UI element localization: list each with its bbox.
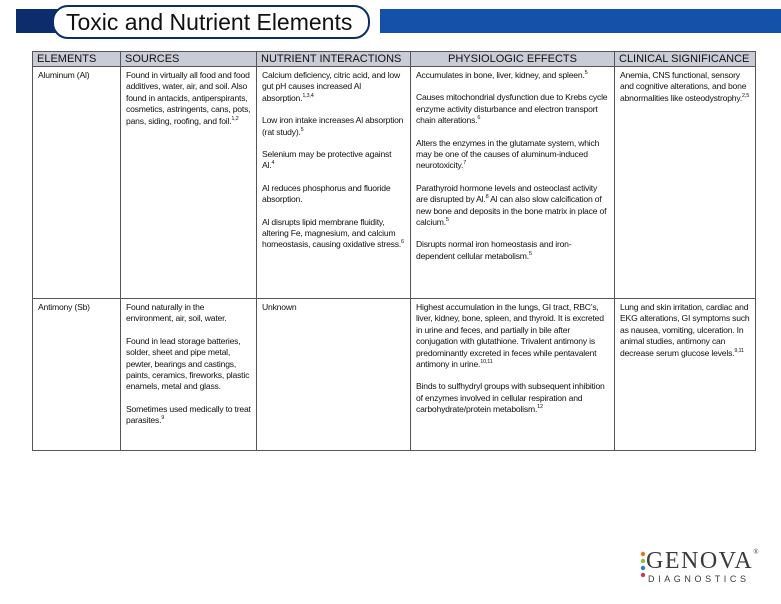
cell-paragraph — [262, 70, 405, 104]
cell-paragraph — [262, 217, 405, 251]
cell-paragraph — [126, 70, 251, 127]
paragraph-text: Sometimes used medically to treat parasites. — [126, 403, 251, 426]
paragraph-text: Al reduces phosphorus and fluoride absorption. — [262, 182, 391, 205]
citation-superscript: 2,5 — [742, 92, 750, 99]
citation-superscript: 1,3,4 — [302, 92, 314, 99]
citation-superscript: 10,11 — [480, 359, 493, 366]
clinical-significance-cell — [615, 67, 756, 299]
citation-superscript: 6 — [401, 239, 404, 246]
element-name: Aluminum (Al) — [33, 67, 121, 299]
paragraph-text: Found naturally in the environment, air, soil, water. — [126, 302, 227, 324]
citation-superscript: 5 — [300, 126, 304, 133]
paragraph-text: Lung and skin irritation, cardiac and EKG alterations, GI symptoms such as nausea, vomiting, ulceration. In animal studies, antimony can decrease serum glucose levels. — [620, 302, 750, 358]
table-header-row — [33, 52, 756, 67]
header-elements: ELEMENTS — [33, 52, 121, 67]
cell-paragraph — [262, 302, 405, 313]
citation-superscript: 5 — [528, 250, 532, 257]
table-row-aluminum — [33, 67, 756, 299]
physiologic-effects-cell — [411, 67, 615, 299]
citation-superscript: 7 — [463, 160, 467, 167]
paragraph-text: Alters the enzymes in the glutamate system, which may be one of the causes of aluminum-induced neurotoxicity. — [416, 137, 600, 171]
clinical-significance-cell — [615, 299, 756, 451]
cell-paragraph — [416, 70, 609, 81]
citation-superscript: 5 — [445, 217, 449, 224]
cell-paragraph — [416, 302, 609, 370]
citation-superscript: 5 — [584, 70, 588, 76]
cell-paragraph — [126, 336, 251, 393]
paragraph-text: Al can also slow calcification of new bone and deposits in the bone matrix in place of calcium. — [416, 194, 607, 228]
table-row-antimony — [33, 299, 756, 451]
cell-paragraph — [262, 149, 405, 172]
cell-paragraph — [416, 92, 609, 126]
paragraph-text: Anemia, CNS functional, sensory and cognitive alterations, and bone abnormalities like osteodystrophy. — [620, 70, 747, 103]
paragraph-text: Found in lead storage batteries, solder, sheet and pipe metal, pewter, bearings and castings, paints, ceramics, fireworks, plastic enamels, metal and glass. — [126, 335, 250, 392]
page-title: Toxic and Nutrient Elements — [52, 5, 370, 39]
citation-superscript: 9 — [161, 415, 165, 422]
paragraph-text: Parathyroid hormone levels and osteoclast activity are disrupted by Al. — [416, 182, 598, 205]
citation-superscript: 6 — [477, 115, 481, 122]
cell-paragraph — [262, 183, 405, 206]
citation-superscript: 9,11 — [734, 347, 744, 354]
citation-superscript: 12 — [537, 404, 543, 411]
nutrient-interactions-cell — [257, 67, 411, 299]
paragraph-text: Causes mitochondrial dysfunction due to Krebs cycle enzyme activity disturbance and electron transport chain alterations. — [416, 92, 608, 126]
citation-superscript: 4 — [271, 160, 275, 167]
title-bar — [0, 9, 781, 33]
genova-logo — [640, 548, 774, 588]
cell-paragraph — [126, 404, 251, 427]
citation-superscript: 8 — [485, 194, 489, 201]
physiologic-effects-cell — [411, 299, 615, 451]
nutrient-interactions-cell — [257, 299, 411, 451]
elements-table — [32, 51, 756, 451]
paragraph-text: Disrupts normal iron homeostasis and iron-dependent cellular metabolism. — [416, 239, 572, 261]
paragraph-text: Calcium deficiency, citric acid, and low gut pH causes increased Al absorption. — [262, 70, 400, 103]
paragraph-text: Low iron intake increases Al absorption (rat study). — [262, 115, 404, 137]
sources-cell — [121, 299, 257, 451]
paragraph-text: Highest accumulation in the lungs, GI tract, RBC’s, liver, kidney, bone, spleen, and thyroid. It is excreted in urine and feces, and partially in bile after conjugation with glutathione. Trivalent antimony is predominantly excreted in feces while pentavalent antimony in urine. — [416, 302, 604, 370]
logo-wordmark: GENOVA® — [646, 548, 761, 574]
cell-paragraph — [262, 115, 405, 138]
title-bar-right-accent — [380, 9, 781, 33]
paragraph-text: Accumulates in bone, liver, kidney, and spleen. — [416, 70, 585, 80]
header-sources: SOURCES — [121, 52, 257, 67]
cell-paragraph — [620, 302, 750, 359]
cell-paragraph — [416, 381, 609, 415]
paragraph-text: Found in virtually all food and food additives, water, air, and soil. Also found in antacids, antiperspirants, cosmetics, astringents, cans, pots, pans, siding, roofing, and foil. — [126, 70, 251, 126]
cell-paragraph — [416, 183, 609, 229]
cell-paragraph — [126, 302, 251, 325]
citation-superscript: 1,2 — [231, 115, 239, 122]
cell-paragraph — [620, 70, 750, 104]
header-physiologic-effects: PHYSIOLOGIC EFFECTS — [411, 52, 615, 67]
paragraph-text: Al disrupts lipid membrane fluidity, altering Fe, magnesium, and calcium homeostasis, causing oxidative stress. — [262, 216, 402, 250]
logo-subtitle: DIAGNOSTICS — [648, 574, 750, 584]
element-name: Antimony (Sb) — [33, 299, 121, 451]
paragraph-text: Selenium may be protective against Al. — [262, 149, 392, 171]
cell-paragraph — [416, 138, 609, 172]
cell-paragraph — [416, 239, 609, 262]
paragraph-text: Unknown — [262, 302, 297, 312]
paragraph-text: Binds to sulfhydryl groups with subsequent inhibition of enzymes involved in cellular respiration and carbohydrate/protein metabolism. — [416, 381, 605, 415]
sources-cell — [121, 67, 257, 299]
header-clinical-significance: CLINICAL SIGNIFICANCE — [615, 52, 756, 67]
header-nutrient-interactions: NUTRIENT INTERACTIONS — [257, 52, 411, 67]
